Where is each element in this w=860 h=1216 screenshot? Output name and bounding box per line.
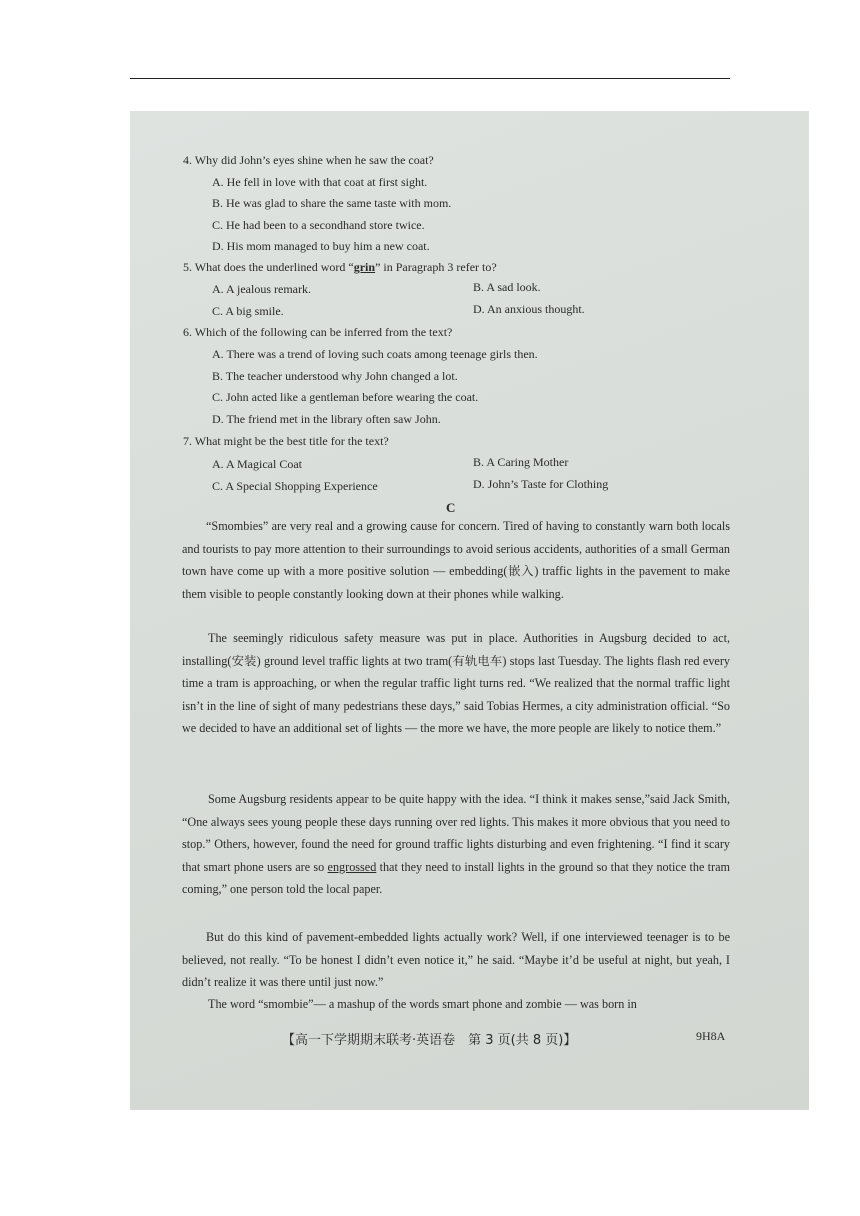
question-7-stem: 7. What might be the best title for the text? [183, 434, 389, 448]
question-5-option-b: B. A sad look. [473, 280, 541, 294]
question-5-option-a: A. A jealous remark. [212, 282, 311, 296]
question-4-option-b: B. He was glad to share the same taste with mom. [212, 196, 452, 210]
question-7-option-b: B. A Caring Mother [473, 455, 569, 469]
underlined-word-engrossed: engrossed [327, 859, 377, 874]
question-4-option-c: C. He had been to a secondhand store twice. [212, 218, 425, 232]
question-7-option-c: C. A Special Shopping Experience [212, 479, 378, 493]
passage-paragraph-5: The word “smombie”— a mashup of the words smart phone and zombie — was born in [208, 997, 637, 1011]
underlined-word-grin: grin [353, 260, 376, 274]
question-6-option-d: D. The friend met in the library often saw John. [212, 412, 441, 426]
question-6-option-c: C. John acted like a gentleman before wearing the coat. [212, 390, 479, 404]
question-5-option-c: C. A big smile. [212, 304, 284, 318]
passage-paragraph-1: “Smombies” are very real and a growing cause for concern. Tired of having to constantly warn both locals and tourists to pay more attention to their surroundings to avoid serious accidents, authorities of a small German town have come up with a more positive solution — embedding(嵌入) traffic lights in the pavement to make them visible to people constantly looking down at their phones while walking. [182, 519, 730, 601]
passage-paragraph-2: The seemingly ridiculous safety measure was put in place. Authorities in Augsburg decided to act, installing(安装) ground level traffic lights at two tram(有轨电车) stops last Tuesday. The lights flash red every time a tram is approaching, or when the regular traffic light turns red. “We realized that the normal traffic light isn’t in the line of sight of many pedestrians these days,” said Tobias Hermes, a city administration official. “So we decided to have an additional set of lights — the more we have, the more people are likely to notice them.” [182, 631, 730, 736]
question-7-option-d: D. John’s Taste for Clothing [473, 477, 609, 491]
question-7-option-a: A. A Magical Coat [212, 457, 302, 471]
question-4-option-d: D. His mom managed to buy him a new coat. [212, 239, 430, 253]
question-4-option-a: A. He fell in love with that coat at first sight. [212, 175, 428, 189]
page-footer: 【高一下学期期末联考·英语卷 第 3 页(共 8 页)】 [282, 1033, 577, 1048]
paper-code: 9H8A [696, 1029, 726, 1043]
passage-paragraph-4: But do this kind of pavement-embedded lights actually work? Well, if one interviewed teenager is to be believed, not really. “To be honest I didn’t even notice it,” he said. “Maybe it’d be useful at night, but yeah, I didn’t realize it was there until just now.” [182, 930, 730, 990]
question-5-stem: 5. What does the underlined word “grin” in Paragraph 3 refer to? [183, 260, 497, 274]
header-rule [130, 78, 730, 79]
question-6-option-b: B. The teacher understood why John changed a lot. [212, 369, 458, 383]
passage-paragraph-3: Some Augsburg residents appear to be quite happy with the idea. “I think it makes sense,”said Jack Smith, “One always sees young people these days running over red lights. This makes it more obvious that you need to stop.” Others, however, found the need for ground traffic lights disturbing and even frightening. “I find it scary that smart phone users are so engrossed that they need to install lights in the ground so that they notice the tram coming,” one person told the local paper. [182, 792, 730, 897]
scanned-page [130, 111, 809, 1110]
question-5-option-d: D. An anxious thought. [473, 302, 585, 316]
question-6-stem: 6. Which of the following can be inferred from the text? [183, 325, 453, 339]
section-c-heading: C [446, 500, 456, 515]
question-4-stem: 4. Why did John’s eyes shine when he saw the coat? [183, 153, 434, 167]
question-6-option-a: A. There was a trend of loving such coats among teenage girls then. [212, 347, 538, 361]
